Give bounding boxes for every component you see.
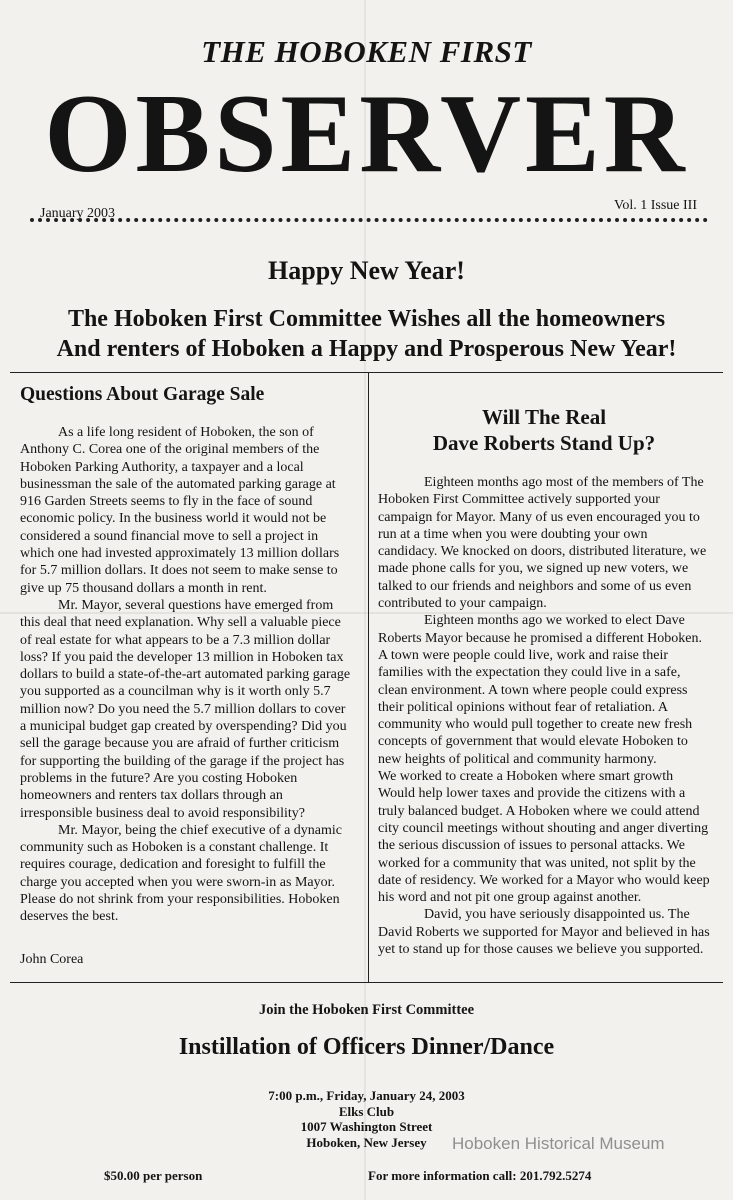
event-time: 7:00 p.m., Friday, January 24, 2003 xyxy=(268,1088,465,1103)
left-article xyxy=(20,384,352,926)
greeting-message xyxy=(30,304,703,364)
right-article-paragraph: Eighteen months ago we worked to elect Dave Roberts Mayor because he promised a different Hoboken. A town were people could live, work and raise their families with the expectation they could live in a safe, clean environment. A town where people could express their political opinions without fear of retaliation. A community who would pull together to create new fresh concepts of government that would elevate Hoboken to new heights of political and community harmony. xyxy=(378,613,702,767)
right-article-paragraph: We worked to create a Hoboken where smart growth Would help lower taxes and provide the citizens with a truly balanced budget. A Hoboken where we could attend city council meetings without shouting and anger diverting the serious discussion of issues to personal attacks. We worked for a community that was united, not split by the date of residency. We worked for a Mayor who would keep his word and not pit one group against another. xyxy=(378,769,710,906)
star-divider xyxy=(30,218,708,222)
issue-volume: Vol. 1 Issue III xyxy=(614,198,697,213)
left-article-title: Questions About Garage Sale xyxy=(20,384,265,405)
greeting-headline: Happy New Year! xyxy=(268,256,465,285)
event-join-line: Join the Hoboken First Committee xyxy=(258,1002,475,1018)
event-contact: For more information call: 201.792.5274 xyxy=(368,1168,592,1183)
left-article-paragraph: Mr. Mayor, several questions have emerged from this deal that need explanation. Why sell a valuable piece of real estate for what appears to be a 7.3 million dollar loss? If you paid the developer 13 million in Hoboken tax dollars to build a state-of-the-art automated parking garage you supported as a councilman why is it worth only 5.7 million now? Do you need the 5.7 million dollars to cover a municipal budget gap created by overspending? Did you sell the garage because you are afraid of further criticism for supporting the building of the garage if the project has problems in the future? Are you costing Hoboken homeowners and renters tax dollars through an irresponsible business deal to avoid responsibility? xyxy=(20,597,351,821)
museum-watermark: Hoboken Historical Museum xyxy=(452,1134,665,1153)
masthead-title: OBSERVER xyxy=(44,72,689,196)
right-article-title-line-2: Dave Roberts Stand Up? xyxy=(432,431,656,455)
section-divider-top xyxy=(10,372,723,373)
right-article xyxy=(378,404,710,958)
event-price: $50.00 per person xyxy=(104,1168,203,1183)
event-venue: Elks Club xyxy=(338,1103,395,1119)
event-city: Hoboken, New Jersey xyxy=(306,1134,427,1150)
column-divider xyxy=(368,372,369,982)
left-article-paragraph: Mr. Mayor, being the chief executive of a dynamic community such as Hoboken is a constant challenge. It requires courage, dedication and foresight to fulfill the charge you accepted when you were sworn-in as Mayor. Please do not shrink from your responsibilities. Hoboken deserves the best. xyxy=(20,822,343,925)
section-divider-bottom xyxy=(10,982,723,983)
right-article-title xyxy=(378,404,710,456)
right-article-title-line-1: Will The Real xyxy=(481,405,607,429)
greeting-line-1: The Hoboken First Committee Wishes all the homeowners xyxy=(67,306,666,332)
right-article-paragraph: Eighteen months ago most of the members of The Hoboken First Committee actively supported your campaign for Mayor. Many of us even encouraged you to run at a time when you were doubting your own candidacy. We knocked on doors, distributed literature, we made phone calls for you, we signed up new voters, we talked to our friends and neighbors and some of us even contributed to your campaign. xyxy=(378,475,707,612)
greeting-line-2: And renters of Hoboken a Happy and Prosperous New Year! xyxy=(56,336,677,362)
left-article-paragraph: As a life long resident of Hoboken, the son of Anthony C. Corea one of the original members of the Hoboken Parking Authority, a taxpayer and a local businessman the sale of the automated parking garage at 916 Garden Streets seems to fly in the face of sound economic policy. In the business world it would not be considered a sound financial move to sell a project in which one had invested approximately 13 million dollars for 5.7 million dollars. It does not seem to make sense to give up 75 thousand dollars a month in rent. xyxy=(20,425,340,596)
issue-date: January 2003 xyxy=(40,206,116,221)
event-title: Instillation of Officers Dinner/Dance xyxy=(178,1034,555,1060)
right-article-paragraph: David, you have seriously disappointed us. The David Roberts we supported for Mayor and believed in has yet to stand up for those causes we believe you supported. xyxy=(378,907,710,958)
masthead-top-line: THE HOBOKEN FIRST xyxy=(201,34,532,69)
left-article-author: John Corea xyxy=(20,952,84,967)
event-street: 1007 Washington Street xyxy=(300,1119,433,1134)
